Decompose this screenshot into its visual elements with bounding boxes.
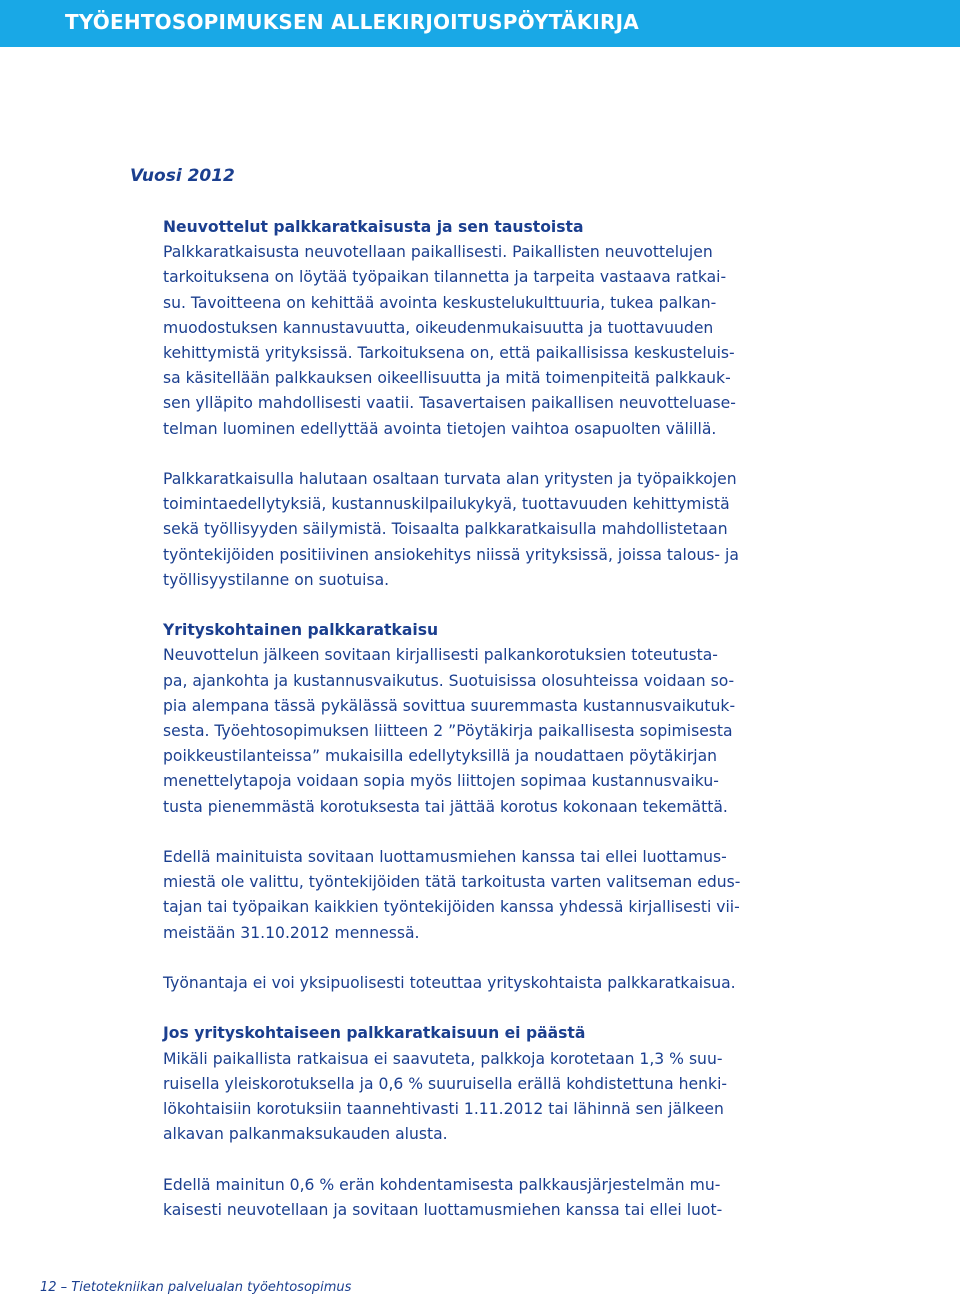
text-line: muodostuksen kannustavuutta, oikeudenmukaisuutta ja tuottavuuden [163,318,714,337]
text-line: Neuvottelun jälkeen sovitaan kirjallisesti palkankorotuksien toteutusta- [163,646,718,665]
text-line: tusta pienemmästä korotuksesta tai jättää korotus kokonaan tekemättä. [163,797,728,816]
text-line: poikkeustilanteissa” mukaisilla edellytyksillä ja noudattaen pöytäkirjan [163,747,718,766]
paragraph-goals [163,467,773,593]
text-line: kehittymistä yrityksissä. Tarkoituksena on, että paikallisissa keskusteluis- [163,344,735,363]
text-line: su. Tavoitteena on kehittää avointa keskustelukulttuuria, tukea palkan- [163,293,717,312]
paragraph-negotiations [163,240,773,442]
text-line: Mikäli paikallista ratkaisua ei saavuteta, palkkoja korotetaan 1,3 % suu- [163,1049,723,1068]
text-line: sekä työllisyyden säilymistä. Toisaalta palkkaratkaisulla mahdollistetaan [163,520,728,539]
document-body [163,215,773,1223]
paragraph-employer [163,971,773,996]
text-line: tajan tai työpaikan kaikkien työntekijöiden kanssa yhdessä kirjallisesti vii- [163,898,740,917]
text-line: työntekijöiden positiivinen ansiokehitys niissä yrityksissä, joissa talous- ja [163,545,739,564]
text-line: Edellä mainituista sovitaan luottamusmiehen kanssa tai ellei luottamus- [163,848,727,867]
block-company-specific [163,618,773,820]
text-line: Palkkaratkaisusta neuvotellaan paikallisesti. Paikallisten neuvottelujen [163,243,713,262]
text-line: sesta. Työehtosopimuksen liitteen 2 ”Pöytäkirja paikallisesta sopimisesta [163,722,733,741]
subheading-negotiations: Neuvottelut palkkaratkaisusta ja sen taustoista [163,218,584,236]
text-line: työllisyystilanne on suotuisa. [163,570,390,589]
text-line: kaisesti neuvotellaan ja sovitaan luottamusmiehen kanssa tai ellei luot- [163,1200,723,1219]
text-line: tarkoituksena on löytää työpaikan tilannetta ja tarpeita vastaava ratkai- [163,268,727,287]
text-line: lökohtaisiin korotuksiin taannehtivasti 1.11.2012 tai lähinnä sen jälkeen [163,1100,724,1119]
text-line: Edellä mainitun 0,6 % erän kohdentamisesta palkkausjärjestelmän mu- [163,1175,721,1194]
block-no-agreement [163,1021,773,1147]
page-header-title: TYÖEHTOSOPIMUKSEN ALLEKIRJOITUSPÖYTÄKIRJA [65,10,639,34]
text-line: sa käsitellään palkkauksen oikeellisuutta ja mitä toimenpiteitä palkkauk- [163,369,731,388]
subheading-no-agreement: Jos yrityskohtaiseen palkkaratkaisuun ei päästä [163,1024,586,1043]
header-banner [0,0,960,47]
page-footer: 12 – Tietotekniikan palvelualan työehtosopimus [40,1280,352,1295]
text-line: toimintaedellytyksiä, kustannuskilpailukykyä, tuottavuuden kehittymistä [163,495,730,514]
text-line: alkavan palkanmaksukauden alusta. [163,1125,448,1144]
text-line: pa, ajankohta ja kustannusvaikutus. Suotuisissa olosuhteissa voidaan so- [163,671,735,690]
text-line: miestä ole valittu, työntekijöiden tätä tarkoitusta varten valitseman edus- [163,873,741,892]
paragraph-shop-steward [163,845,773,946]
text-line: meistään 31.10.2012 mennessä. [163,923,420,942]
text-line: telman luominen edellyttää avointa tietojen vaihtoa osapuolten välillä. [163,419,717,438]
text-line: menettelytapoja voidaan sopia myös liittojen sopimaa kustannusvaiku- [163,772,719,791]
text-line: Työnantaja ei voi yksipuolisesti toteuttaa yrityskohtaista palkkaratkaisua. [163,974,736,993]
text-line: ruisella yleiskorotuksella ja 0,6 % suuruisella erällä kohdistettuna henki- [163,1074,728,1093]
text-line: Palkkaratkaisulla halutaan osaltaan turvata alan yritysten ja työpaikkojen [163,470,737,489]
block-negotiations [163,215,773,442]
subheading-company-specific: Yrityskohtainen palkkaratkaisu [163,621,439,640]
text-line: sen ylläpito mahdollisesti vaatii. Tasavertaisen paikallisen neuvotteluase- [163,394,736,413]
section-year-heading: Vuosi 2012 [130,166,235,186]
paragraph-allocation [163,1173,773,1223]
text-line: pia alempana tässä pykälässä sovittua suuremmasta kustannusvaikutuk- [163,696,736,715]
